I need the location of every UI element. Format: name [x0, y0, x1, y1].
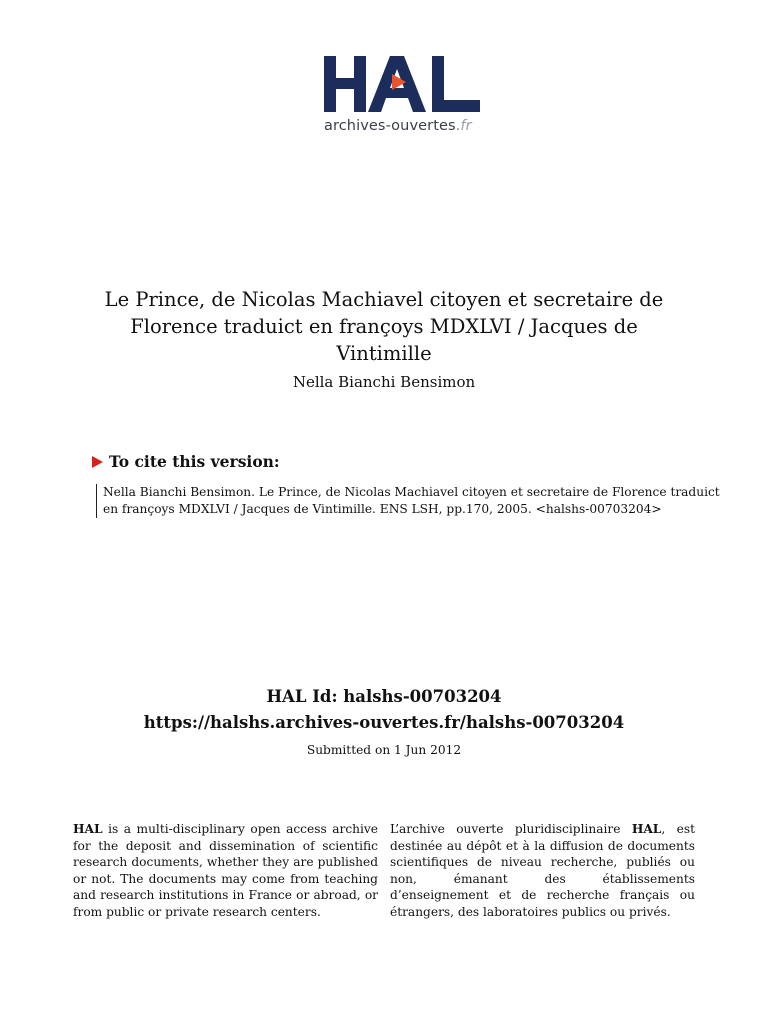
title-line: Vintimille — [336, 342, 432, 365]
triangle-right-icon — [92, 456, 103, 468]
hal-bold: HAL — [73, 822, 103, 836]
document-title — [60, 286, 708, 367]
notice-text: , est destinée au dépôt et à la diffusion de documents scientifiques de niveau recherche, publiés ou non, émanant des établissements d’enseignement et de recherche français ou étrangers, des laboratoires publics ou privés. — [390, 822, 695, 919]
citation-block — [96, 484, 723, 518]
cite-heading-label: To cite this version: — [109, 452, 280, 471]
notice-text: is a multi-disciplinary open access archive for the deposit and dissemination of scientific research documents, whether they are published or not. The documents may come from teaching and research institutions in France or abroad, or from public or private research centers. — [73, 822, 378, 919]
title-line: Florence traduict en françoys MDXLVI / Jacques de — [130, 315, 638, 338]
hal-logo-mark — [322, 52, 484, 114]
citation-line: en françoys MDXLVI / Jacques de Vintimille. ENS LSH, pp.170, 2005. <halshs-00703204> — [103, 502, 662, 516]
hal-bold: HAL — [631, 822, 662, 836]
french-notice — [390, 821, 695, 920]
title-line: Le Prince, de Nicolas Machiavel citoyen et secretaire de — [104, 288, 664, 311]
hal-logo-subtitle: archives-ouvertes.fr — [324, 118, 472, 134]
english-notice — [73, 821, 378, 920]
hal-logo — [322, 52, 492, 144]
notice-text-pre: L’archive ouverte pluridisciplinaire — [390, 822, 632, 836]
cite-heading — [92, 452, 280, 471]
document-author: Nella Bianchi Bensimon — [292, 373, 476, 391]
submitted-date: Submitted on 1 Jun 2012 — [306, 743, 462, 757]
citation-line: Nella Bianchi Bensimon. Le Prince, de Nicolas Machiavel citoyen et secretaire de Florence traduict — [103, 485, 720, 499]
hal-url-link[interactable]: https://halshs.archives-ouvertes.fr/halshs-00703204 — [143, 713, 625, 732]
hal-id: HAL Id: halshs-00703204 — [266, 687, 502, 706]
